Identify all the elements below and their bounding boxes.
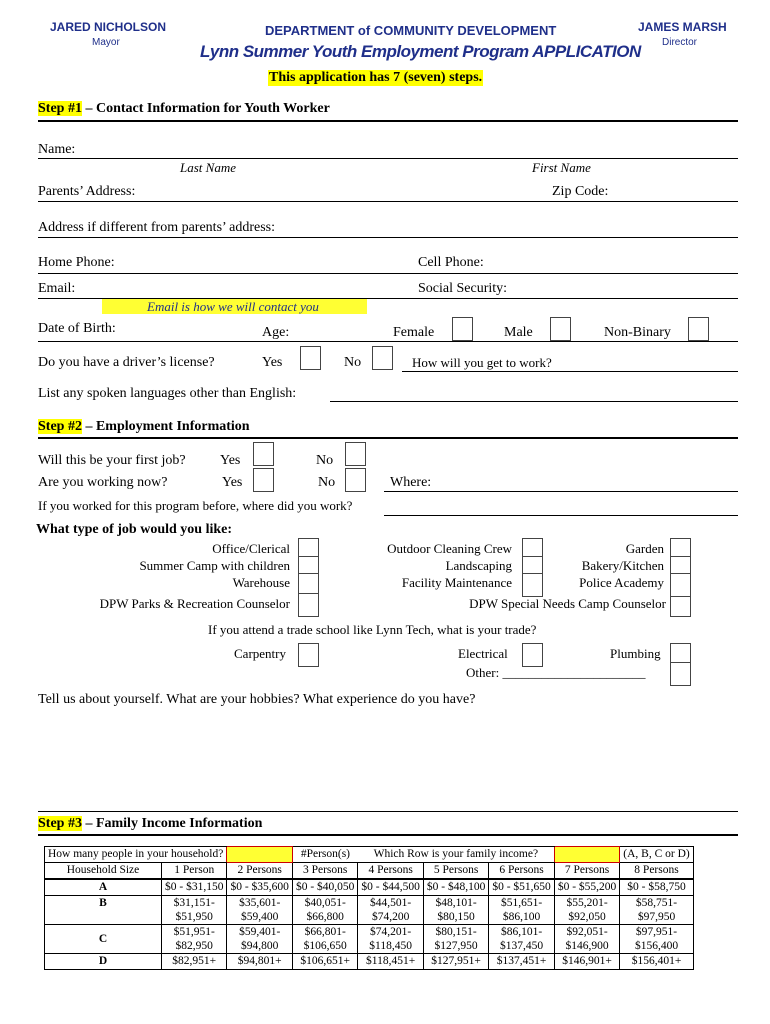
trade-electrical: Electrical bbox=[458, 646, 508, 661]
row-letter: A bbox=[45, 879, 162, 896]
where-field[interactable] bbox=[384, 491, 738, 492]
row-letter: C bbox=[45, 925, 162, 954]
parents-address-field[interactable] bbox=[38, 201, 738, 202]
zip-label: Zip Code: bbox=[552, 184, 609, 199]
income-cell: $51,951- $82,950 bbox=[162, 925, 227, 954]
first-job-no-label: No bbox=[316, 453, 334, 468]
trade-carpentry-checkbox[interactable] bbox=[298, 643, 319, 667]
female-label: Female bbox=[393, 325, 435, 340]
hdr-col: 6 Persons bbox=[489, 863, 554, 880]
income-cell: $58,751- $97,950 bbox=[620, 896, 693, 925]
license-question: Do you have a driver’s license? bbox=[38, 355, 215, 370]
income-cell: $0 - $44,500 bbox=[358, 879, 423, 896]
get-to-work-field[interactable] bbox=[402, 371, 738, 372]
hdr-col: 2 Persons bbox=[227, 863, 292, 880]
trade-other: Other: ______________________ bbox=[466, 665, 646, 680]
income-row-input[interactable] bbox=[554, 847, 619, 863]
job-dpw-special-needs: DPW Special Needs Camp Counselor bbox=[469, 596, 666, 611]
income-cell: $55,201- $92,050 bbox=[554, 896, 619, 925]
hdr-col: 8 Persons bbox=[620, 863, 693, 880]
income-question-row bbox=[45, 847, 694, 863]
income-cell: $0 - $35,600 bbox=[227, 879, 292, 896]
step1-heading: Step #1 – Contact Information for Youth Worker bbox=[38, 101, 330, 116]
where-label: Where: bbox=[390, 475, 432, 490]
income-cell: $92,051- $146,900 bbox=[554, 925, 619, 954]
income-header-row bbox=[45, 863, 694, 880]
persons-label: #Person(s) bbox=[292, 847, 357, 863]
hdr-col: 7 Persons bbox=[554, 863, 619, 880]
working-now-question: Are you working now? bbox=[38, 475, 168, 490]
income-cell: $118,451+ bbox=[358, 954, 423, 970]
job-police-academy-checkbox[interactable] bbox=[670, 573, 691, 597]
first-job-yes-checkbox[interactable] bbox=[253, 442, 274, 466]
mayor-title: Mayor bbox=[92, 37, 120, 48]
income-cell: $35,601- $59,400 bbox=[227, 896, 292, 925]
name-field[interactable] bbox=[38, 158, 738, 159]
income-cell: $59,401- $94,800 bbox=[227, 925, 292, 954]
mayor-name: JARED NICHOLSON bbox=[50, 20, 167, 34]
income-cell: $94,801+ bbox=[227, 954, 292, 970]
working-now-yes-label: Yes bbox=[222, 475, 243, 490]
hdr-col: 5 Persons bbox=[423, 863, 488, 880]
job-police-academy: Police Academy bbox=[579, 575, 664, 590]
job-type-heading: What type of job would you like: bbox=[36, 522, 233, 537]
step1-rule bbox=[38, 120, 738, 122]
working-now-yes-checkbox[interactable] bbox=[253, 468, 274, 492]
income-cell: $0 - $31,150 bbox=[162, 879, 227, 896]
dob-label: Date of Birth: bbox=[38, 321, 116, 336]
income-row-d bbox=[45, 954, 694, 970]
license-yes-checkbox[interactable] bbox=[300, 346, 321, 370]
male-label: Male bbox=[504, 325, 533, 340]
hdr-col: 3 Persons bbox=[292, 863, 357, 880]
alt-address-label: Address if different from parents’ address: bbox=[38, 220, 276, 235]
name-label: Name: bbox=[38, 142, 76, 157]
income-cell: $82,951+ bbox=[162, 954, 227, 970]
job-facility-maintenance: Facility Maintenance bbox=[401, 575, 512, 590]
job-dpw-parks: DPW Parks & Recreation Counselor bbox=[99, 596, 290, 611]
director-name: JAMES MARSH bbox=[638, 20, 727, 34]
director-title: Director bbox=[662, 37, 698, 48]
ssn-label: Social Security: bbox=[418, 281, 508, 296]
steps-note: This application has 7 (seven) steps. bbox=[269, 70, 483, 85]
job-facility-maintenance-checkbox[interactable] bbox=[522, 573, 543, 597]
income-cell: $137,451+ bbox=[489, 954, 554, 970]
worked-before-field[interactable] bbox=[384, 515, 738, 516]
first-job-question: Will this be your first job? bbox=[38, 453, 186, 468]
job-outdoor-cleaning: Outdoor Cleaning Crew bbox=[387, 541, 512, 556]
income-cell: $51,651- $86,100 bbox=[489, 896, 554, 925]
first-job-yes-label: Yes bbox=[220, 453, 241, 468]
age-label: Age: bbox=[262, 325, 290, 340]
row-letter: B bbox=[45, 896, 162, 925]
phone-field[interactable] bbox=[38, 273, 738, 274]
trade-carpentry: Carpentry bbox=[234, 646, 286, 661]
first-job-no-checkbox[interactable] bbox=[345, 442, 366, 466]
trade-electrical-checkbox[interactable] bbox=[522, 643, 543, 667]
languages-label: List any spoken languages other than English: bbox=[38, 386, 297, 401]
nonbinary-checkbox[interactable] bbox=[688, 317, 709, 341]
last-name-caption: Last Name bbox=[180, 160, 236, 175]
trade-question: If you attend a trade school like Lynn Tech, what is your trade? bbox=[208, 622, 537, 637]
income-cell: $156,401+ bbox=[620, 954, 693, 970]
income-row-a bbox=[45, 879, 694, 896]
income-cell: $31,151- $51,950 bbox=[162, 896, 227, 925]
income-row-c bbox=[45, 925, 694, 954]
department-name: DEPARTMENT of COMMUNITY DEVELOPMENT bbox=[265, 23, 557, 38]
job-landscaping: Landscaping bbox=[445, 558, 512, 573]
home-phone-label: Home Phone: bbox=[38, 255, 115, 270]
income-cell: $106,651+ bbox=[292, 954, 357, 970]
parents-address-label: Parents’ Address: bbox=[38, 184, 136, 199]
income-cell: $146,901+ bbox=[554, 954, 619, 970]
step3-rule bbox=[38, 834, 738, 836]
income-cell: $0 - $40,050 bbox=[292, 879, 357, 896]
income-cell: $66,801- $106,650 bbox=[292, 925, 357, 954]
job-dpw-parks-checkbox[interactable] bbox=[298, 593, 319, 617]
row-question: Which Row is your family income? bbox=[358, 847, 554, 863]
tell-us-field[interactable] bbox=[38, 811, 738, 812]
worked-before-question: If you worked for this program before, where did you work? bbox=[38, 498, 353, 513]
income-cell: $86,101- $137,450 bbox=[489, 925, 554, 954]
job-garden: Garden bbox=[625, 541, 664, 556]
program-title: Lynn Summer Youth Employment Program APPLICATION bbox=[200, 42, 641, 61]
trade-other-checkbox[interactable] bbox=[670, 662, 691, 686]
license-yes-label: Yes bbox=[262, 355, 283, 370]
languages-field[interactable] bbox=[330, 401, 738, 402]
email-label: Email: bbox=[38, 281, 76, 296]
job-office-clerical: Office/Clerical bbox=[212, 541, 290, 556]
income-cell: $40,051- $66,800 bbox=[292, 896, 357, 925]
income-cell: $0 - $55,200 bbox=[554, 879, 619, 896]
household-count-input[interactable] bbox=[227, 847, 292, 863]
income-cell: $0 - $48,100 bbox=[423, 879, 488, 896]
step2-rule bbox=[38, 437, 738, 439]
hdr-household-size: Household Size bbox=[45, 863, 162, 880]
get-to-work-label: How will you get to work? bbox=[412, 355, 552, 370]
income-cell: $0 - $51,650 bbox=[489, 879, 554, 896]
nonbinary-label: Non-Binary bbox=[604, 325, 671, 340]
income-cell: $80,151- $127,950 bbox=[423, 925, 488, 954]
hdr-col: 1 Person bbox=[162, 863, 227, 880]
email-note: Email is how we will contact you bbox=[147, 299, 319, 314]
dob-field[interactable] bbox=[38, 341, 738, 342]
job-warehouse: Warehouse bbox=[232, 575, 290, 590]
income-table bbox=[44, 846, 694, 970]
income-cell: $74,201- $118,450 bbox=[358, 925, 423, 954]
step2-heading: Step #2 – Employment Information bbox=[38, 419, 250, 434]
hdr-col: 4 Persons bbox=[358, 863, 423, 880]
female-checkbox[interactable] bbox=[452, 317, 473, 341]
income-cell: $44,501- $74,200 bbox=[358, 896, 423, 925]
cell-phone-label: Cell Phone: bbox=[418, 255, 484, 270]
trade-plumbing: Plumbing bbox=[610, 646, 661, 661]
income-cell: $127,951+ bbox=[423, 954, 488, 970]
row-letter: D bbox=[45, 954, 162, 970]
male-checkbox[interactable] bbox=[550, 317, 571, 341]
license-no-label: No bbox=[344, 355, 362, 370]
income-cell: $48,101- $80,150 bbox=[423, 896, 488, 925]
job-bakery-kitchen: Bakery/Kitchen bbox=[581, 558, 664, 573]
tell-us-prompt: Tell us about yourself. What are your hobbies? What experience do you have? bbox=[38, 692, 476, 707]
job-summer-camp: Summer Camp with children bbox=[139, 558, 290, 573]
household-question: How many people in your household? bbox=[45, 847, 227, 863]
income-cell: $97,951- $156,400 bbox=[620, 925, 693, 954]
row-letters: (A, B, C or D) bbox=[620, 847, 693, 863]
alt-address-field[interactable] bbox=[38, 237, 738, 238]
step3-heading: Step #3 – Family Income Information bbox=[38, 816, 263, 831]
first-name-caption: First Name bbox=[532, 160, 591, 175]
income-cell: $0 - $58,750 bbox=[620, 879, 693, 896]
income-row-b bbox=[45, 896, 694, 925]
license-no-checkbox[interactable] bbox=[372, 346, 393, 370]
working-now-no-checkbox[interactable] bbox=[345, 468, 366, 492]
working-now-no-label: No bbox=[318, 475, 336, 490]
